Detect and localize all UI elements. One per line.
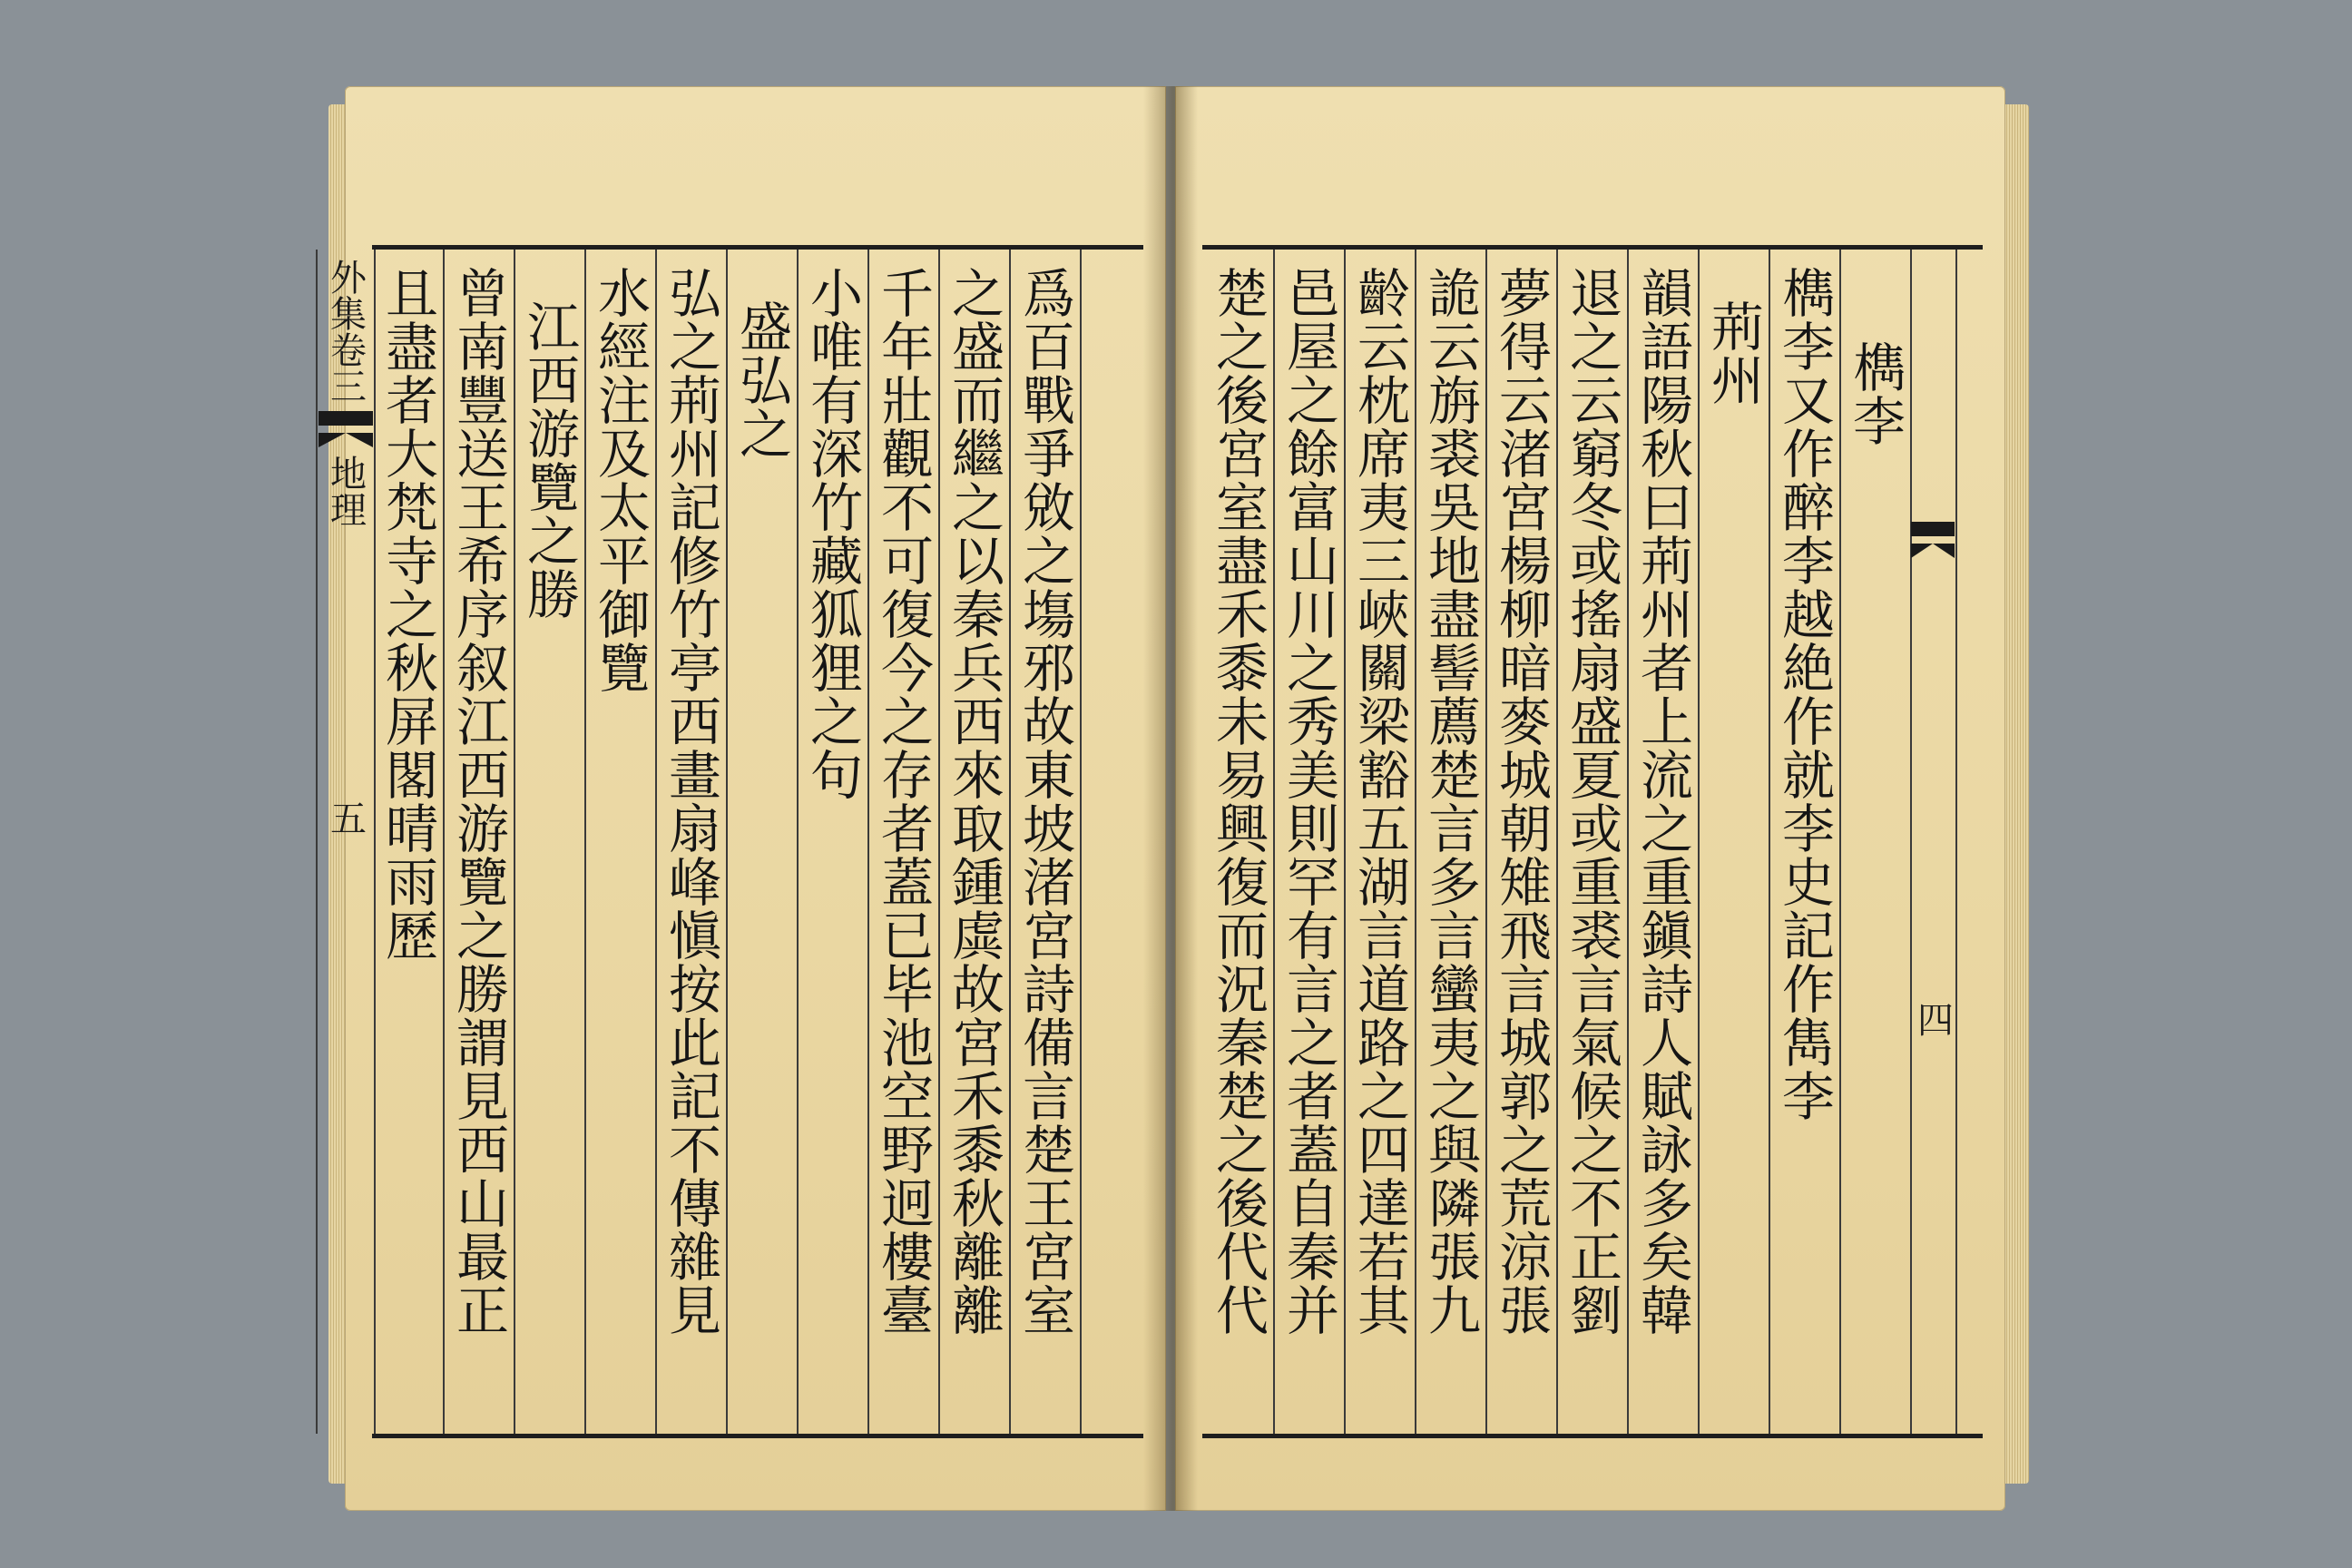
text-column: 小唯有深竹藏狐狸之句 — [801, 266, 863, 801]
section-heading: 荊州 — [1702, 299, 1764, 407]
text-column: 檇李又作醉李越絶作就李史記作雋李 — [1773, 266, 1835, 1122]
page-stack-right — [2004, 104, 2029, 1484]
text-column: 爲百戰爭敓之塲邪故東坡渚宮詩備言楚王宮室 — [1014, 266, 1075, 1337]
right-banxin — [1910, 250, 1957, 1434]
left-col-6 — [655, 250, 728, 1434]
volume-title: 外集卷三 — [324, 259, 367, 404]
right-col-5 — [1556, 250, 1629, 1434]
section-heading: 盛弘之 — [730, 299, 792, 460]
fishtail-mark — [318, 411, 373, 447]
right-col-1 — [1839, 250, 1912, 1434]
left-text-frame — [324, 245, 1143, 1438]
page-number: 四 — [1911, 1001, 1954, 1037]
text-column: 詭云旃裘吳地盡髻薦楚言多言蠻夷之與隣張九 — [1419, 266, 1481, 1337]
left-col-3 — [867, 250, 940, 1434]
right-col-2 — [1769, 250, 1841, 1434]
text-column: 退之云窮冬或搖扇盛夏或重裘言氣候之不正劉 — [1561, 266, 1622, 1337]
right-col-6 — [1485, 250, 1558, 1434]
section-heading: 檇李 — [1844, 340, 1906, 447]
text-column: 千年壯觀不可復今之存者蓋已毕池空野迥樓臺 — [872, 266, 934, 1337]
left-page — [324, 86, 1166, 1511]
page-number: 五 — [324, 799, 367, 836]
left-col-2 — [938, 250, 1011, 1434]
left-col-8 — [514, 250, 586, 1434]
open-book — [324, 86, 2005, 1511]
text-column: 弘之荊州記修竹亭西畫扇峰愼按此記不傳雜見 — [660, 266, 721, 1337]
text-column: 齡云枕席夷三峽關梁豁五湖言道路之四達若其 — [1348, 266, 1410, 1337]
left-col-4 — [797, 250, 869, 1434]
section-heading: 江西游覽之勝 — [518, 299, 580, 621]
text-column: 曾南豐送王希序叙江西游覽之勝謂見西山最正 — [447, 266, 509, 1337]
left-col-7 — [584, 250, 657, 1434]
text-column: 邑屋之餘富山川之秀美則罕有言之者蓋自秦并 — [1278, 266, 1339, 1337]
section-label: 地理 — [324, 455, 367, 527]
right-page — [1175, 86, 2005, 1511]
right-col-3 — [1698, 250, 1770, 1434]
text-column: 之盛而繼之以秦兵西來取鍾虡故宮禾黍秋離離 — [943, 266, 1004, 1337]
right-col-4 — [1627, 250, 1700, 1434]
fishtail-mark — [1911, 522, 1955, 558]
left-col-5 — [726, 250, 799, 1434]
text-column: 且盡者大梵寺之秋屏閣晴雨歷 — [377, 266, 438, 962]
text-column: 夢得云渚宮楊柳暗麥城朝雉飛言城郭之荒涼張 — [1490, 266, 1552, 1337]
right-col-10 — [1202, 250, 1275, 1434]
text-column: 水經注及太平御覽 — [589, 266, 651, 694]
text-column: 韻語陽秋曰荊州者上流之重鎭詩人賦詠多矣韓 — [1632, 266, 1693, 1337]
right-col-8 — [1344, 250, 1416, 1434]
right-col-9 — [1273, 250, 1346, 1434]
left-col-9 — [443, 250, 515, 1434]
left-banxin — [316, 250, 376, 1434]
left-col-10 — [372, 250, 445, 1434]
text-column: 楚之後宮室盡禾黍未易興復而況秦楚之後代代 — [1207, 266, 1269, 1337]
right-col-7 — [1415, 250, 1487, 1434]
right-text-frame — [1202, 245, 1983, 1438]
left-col-1 — [1009, 250, 1082, 1434]
